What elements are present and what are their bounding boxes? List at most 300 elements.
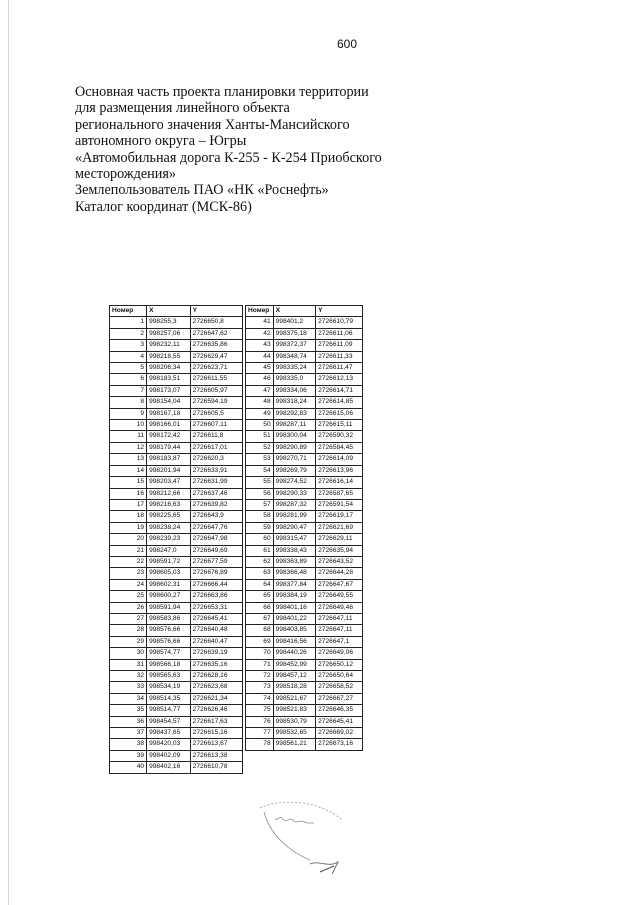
x-cell: 998183,51: [147, 374, 191, 385]
x-cell: 998566,18: [147, 659, 191, 670]
y-cell: 2726610,78: [190, 762, 242, 773]
table-row: [246, 579, 363, 590]
table-row: [110, 545, 243, 556]
number-cell: 50: [246, 420, 274, 431]
y-cell: 2726623,71: [190, 363, 242, 374]
table-row: [110, 397, 243, 408]
table-row: [110, 534, 243, 545]
y-cell: 2726628,16: [190, 671, 242, 682]
y-cell: 2726613,96: [316, 465, 363, 476]
y-cell: 2726605,5: [190, 408, 242, 419]
table-row: [110, 613, 243, 624]
y-cell: 2726645,41: [190, 613, 242, 624]
table-row: [246, 374, 363, 385]
y-cell: 2726647,76: [190, 522, 242, 533]
y-cell: 2726614,09: [316, 454, 363, 465]
x-cell: 998366,48: [273, 568, 316, 579]
number-cell: 44: [246, 351, 274, 362]
table-row: [246, 602, 363, 613]
x-cell: 998315,47: [273, 534, 316, 545]
x-cell: 998452,99: [273, 659, 316, 670]
y-cell: 2726611,09: [316, 340, 363, 351]
number-cell: 22: [110, 556, 147, 567]
x-cell: 998532,65: [273, 728, 316, 739]
number-cell: 7: [110, 385, 147, 396]
column-header-x: X: [273, 306, 316, 317]
table-row: [246, 499, 363, 510]
number-cell: 66: [246, 602, 274, 613]
x-cell: 998183,87: [147, 454, 191, 465]
table-row: [110, 693, 243, 704]
number-cell: 26: [110, 602, 147, 613]
y-cell: 2726619,17: [316, 511, 363, 522]
y-cell: 2726639,19: [190, 648, 242, 659]
header-line: регионального значения Ханты-Мансийского: [75, 116, 350, 133]
x-cell: 998216,63: [147, 499, 191, 510]
number-cell: 30: [110, 648, 147, 659]
number-cell: 67: [246, 613, 274, 624]
page-number: 600: [337, 37, 358, 51]
y-cell: 2726640,47: [190, 636, 242, 647]
number-cell: 42: [246, 328, 274, 339]
x-cell: 998257,06: [147, 328, 191, 339]
table-row: [246, 739, 363, 750]
table-row: [110, 328, 243, 339]
table-row: [110, 671, 243, 682]
x-cell: 998201,94: [147, 465, 191, 476]
y-cell: 2726629,47: [190, 351, 242, 362]
number-cell: 28: [110, 625, 147, 636]
number-cell: 9: [110, 408, 147, 419]
document-header: [75, 84, 395, 215]
x-cell: 998239,23: [147, 534, 191, 545]
x-cell: 998401,2: [273, 317, 316, 328]
y-cell: 2726647,67: [316, 579, 363, 590]
table-row: [110, 363, 243, 374]
number-cell: 37: [110, 728, 147, 739]
column-header-y: Y: [316, 306, 363, 317]
x-cell: 998274,52: [273, 477, 316, 488]
number-cell: 24: [110, 579, 147, 590]
table-row: [110, 317, 243, 328]
number-cell: 35: [110, 705, 147, 716]
table-row: [246, 454, 363, 465]
table-row: [110, 442, 243, 453]
table-row: [110, 408, 243, 419]
table-row: [246, 465, 363, 476]
x-cell: 998338,43: [273, 545, 316, 556]
number-cell: 59: [246, 522, 274, 533]
y-cell: 2726611,8: [190, 431, 242, 442]
y-cell: 2726647,1: [316, 636, 363, 647]
y-cell: 2726621,69: [316, 522, 363, 533]
x-cell: 998440,26: [273, 648, 316, 659]
y-cell: 2726584,45: [316, 442, 363, 453]
y-cell: 2726644,28: [316, 568, 363, 579]
table-row: [110, 420, 243, 431]
number-cell: 65: [246, 591, 274, 602]
signature-stamp: [250, 790, 380, 890]
table-row: [110, 385, 243, 396]
column-header-x: X: [147, 306, 191, 317]
table-row: [246, 682, 363, 693]
y-cell: 2726650,12: [316, 659, 363, 670]
table-row: [110, 728, 243, 739]
y-cell: 2726676,89: [190, 568, 242, 579]
y-cell: 2726649,46: [316, 602, 363, 613]
coordinate-table-left: [109, 305, 243, 774]
y-cell: 2726623,68: [190, 682, 242, 693]
table-row: [246, 705, 363, 716]
x-cell: 998290,47: [273, 522, 316, 533]
table-row: [110, 374, 243, 385]
coordinate-rows-left: [110, 317, 243, 773]
table-row: [110, 659, 243, 670]
table-row: [246, 420, 363, 431]
x-cell: 998402,16: [147, 762, 191, 773]
number-cell: 78: [246, 739, 274, 750]
column-header-y: Y: [190, 306, 242, 317]
number-cell: 73: [246, 682, 274, 693]
number-cell: 54: [246, 465, 274, 476]
x-cell: 998334,06: [273, 385, 316, 396]
table-row: [110, 340, 243, 351]
y-cell: 2726640,48: [190, 625, 242, 636]
header-line: «Автомобильная дорога К-255 - К-254 Приобского: [75, 149, 382, 166]
x-cell: 998514,77: [147, 705, 191, 716]
number-cell: 76: [246, 716, 274, 727]
header-line: Землепользователь ПАО «НК «Роснефть»: [75, 182, 329, 199]
number-cell: 51: [246, 431, 274, 442]
table-row: [246, 728, 363, 739]
y-cell: 2726635,16: [190, 659, 242, 670]
number-cell: 48: [246, 397, 274, 408]
x-cell: 998179,44: [147, 442, 191, 453]
x-cell: 998521,83: [273, 705, 316, 716]
x-cell: 998518,28: [273, 682, 316, 693]
number-cell: 64: [246, 579, 274, 590]
table-row: [246, 442, 363, 453]
table-row: [246, 534, 363, 545]
y-cell: 2726667,27: [316, 693, 363, 704]
y-cell: 2726614,85: [316, 397, 363, 408]
x-cell: 998167,18: [147, 408, 191, 419]
x-cell: 998225,65: [147, 511, 191, 522]
y-cell: 2726663,86: [190, 591, 242, 602]
x-cell: 998318,24: [273, 397, 316, 408]
x-cell: 998591,72: [147, 556, 191, 567]
number-cell: 40: [110, 762, 147, 773]
number-cell: 16: [110, 488, 147, 499]
x-cell: 998454,57: [147, 716, 191, 727]
header-line: автономного округа – Югры: [75, 133, 247, 150]
number-cell: 69: [246, 636, 274, 647]
x-cell: 998402,09: [147, 750, 191, 761]
number-cell: 6: [110, 374, 147, 385]
table-row: [246, 363, 363, 374]
y-cell: 2726633,91: [190, 465, 242, 476]
x-cell: 998457,12: [273, 671, 316, 682]
table-row: [246, 477, 363, 488]
number-cell: 2: [110, 328, 147, 339]
table-row: [246, 568, 363, 579]
x-cell: 998375,18: [273, 328, 316, 339]
number-cell: 29: [110, 636, 147, 647]
y-cell: 2726626,46: [190, 705, 242, 716]
table-row: [110, 602, 243, 613]
table-row: [246, 556, 363, 567]
x-cell: 998401,16: [273, 602, 316, 613]
number-cell: 61: [246, 545, 274, 556]
coordinate-rows-right: [246, 317, 363, 750]
y-cell: 2726611,55: [190, 374, 242, 385]
x-cell: 998565,63: [147, 671, 191, 682]
y-cell: 2726646,35: [316, 705, 363, 716]
table-row: [110, 579, 243, 590]
x-cell: 998206,34: [147, 363, 191, 374]
number-cell: 5: [110, 363, 147, 374]
table-row: [246, 545, 363, 556]
x-cell: 998377,84: [273, 579, 316, 590]
table-row: [246, 636, 363, 647]
table-row: [246, 328, 363, 339]
x-cell: 998521,67: [273, 693, 316, 704]
y-cell: 2726631,99: [190, 477, 242, 488]
number-cell: 49: [246, 408, 274, 419]
x-cell: 998287,32: [273, 499, 316, 510]
y-cell: 2726653,31: [190, 602, 242, 613]
table-row: [110, 705, 243, 716]
x-cell: 998270,71: [273, 454, 316, 465]
table-row: [246, 431, 363, 442]
number-cell: 75: [246, 705, 274, 716]
table-row: [246, 397, 363, 408]
number-cell: 71: [246, 659, 274, 670]
y-cell: 2726591,54: [316, 499, 363, 510]
number-cell: 77: [246, 728, 274, 739]
table-row: [110, 716, 243, 727]
y-cell: 2726650,8: [190, 317, 242, 328]
table-row: [110, 682, 243, 693]
x-cell: 998255,3: [147, 317, 191, 328]
x-cell: 998269,79: [273, 465, 316, 476]
number-cell: 34: [110, 693, 147, 704]
number-cell: 3: [110, 340, 147, 351]
x-cell: 998173,07: [147, 385, 191, 396]
number-cell: 46: [246, 374, 274, 385]
number-cell: 18: [110, 511, 147, 522]
x-cell: 998561,21: [273, 739, 316, 750]
x-cell: 998605,03: [147, 568, 191, 579]
number-cell: 58: [246, 511, 274, 522]
x-cell: 998372,37: [273, 340, 316, 351]
y-cell: 2726620,3: [190, 454, 242, 465]
y-cell: 2726643,52: [316, 556, 363, 567]
table-row: [110, 454, 243, 465]
y-cell: 2726635,86: [190, 340, 242, 351]
coordinate-table-right: [245, 305, 363, 751]
x-cell: 998416,56: [273, 636, 316, 647]
y-cell: 2726647,62: [190, 328, 242, 339]
table-row: [246, 693, 363, 704]
table-row: [246, 408, 363, 419]
number-cell: 52: [246, 442, 274, 453]
x-cell: 998514,35: [147, 693, 191, 704]
table-row: [110, 750, 243, 761]
table-row: [246, 671, 363, 682]
y-cell: 2726649,06: [316, 648, 363, 659]
y-cell: 2726615,16: [190, 728, 242, 739]
y-cell: 2726666,44: [190, 579, 242, 590]
table-row: [110, 568, 243, 579]
table-row: [246, 716, 363, 727]
y-cell: 2726612,13: [316, 374, 363, 385]
x-cell: 998166,01: [147, 420, 191, 431]
x-cell: 998232,11: [147, 340, 191, 351]
table-row: [246, 625, 363, 636]
table-row: [246, 659, 363, 670]
number-cell: 38: [110, 739, 147, 750]
table-row: [110, 636, 243, 647]
x-cell: 998348,74: [273, 351, 316, 362]
y-cell: 2726613,67: [190, 739, 242, 750]
y-cell: 2726617,63: [190, 716, 242, 727]
number-cell: 74: [246, 693, 274, 704]
x-cell: 998335,0: [273, 374, 316, 385]
table-row: [246, 317, 363, 328]
table-row: [110, 739, 243, 750]
y-cell: 2726611,47: [316, 363, 363, 374]
x-cell: 998534,19: [147, 682, 191, 693]
x-cell: 998576,66: [147, 625, 191, 636]
table-row: [246, 591, 363, 602]
table-row: [246, 351, 363, 362]
number-cell: 68: [246, 625, 274, 636]
number-cell: 23: [110, 568, 147, 579]
y-cell: 2726610,79: [316, 317, 363, 328]
number-cell: 39: [110, 750, 147, 761]
number-cell: 11: [110, 431, 147, 442]
number-cell: 32: [110, 671, 147, 682]
number-cell: 17: [110, 499, 147, 510]
x-cell: 998290,33: [273, 488, 316, 499]
y-cell: 2726647,98: [190, 534, 242, 545]
y-cell: 2726639,82: [190, 499, 242, 510]
number-cell: 43: [246, 340, 274, 351]
number-cell: 31: [110, 659, 147, 670]
table-row: [110, 431, 243, 442]
number-cell: 19: [110, 522, 147, 533]
number-cell: 72: [246, 671, 274, 682]
y-cell: 2726645,41: [316, 716, 363, 727]
table-row: [246, 385, 363, 396]
x-cell: 998300,04: [273, 431, 316, 442]
table-row: [110, 648, 243, 659]
x-cell: 998583,86: [147, 613, 191, 624]
number-cell: 20: [110, 534, 147, 545]
y-cell: 2726615,06: [316, 408, 363, 419]
number-cell: 13: [110, 454, 147, 465]
y-cell: 2726643,9: [190, 511, 242, 522]
y-cell: 2726587,65: [316, 488, 363, 499]
x-cell: 998363,89: [273, 556, 316, 567]
x-cell: 998574,77: [147, 648, 191, 659]
table-row: [246, 613, 363, 624]
number-cell: 25: [110, 591, 147, 602]
table-row: [110, 625, 243, 636]
table-row: [246, 340, 363, 351]
table-row: [110, 465, 243, 476]
table-row: [246, 648, 363, 659]
x-cell: 998530,79: [273, 716, 316, 727]
x-cell: 998591,94: [147, 602, 191, 613]
y-cell: 2726658,52: [316, 682, 363, 693]
y-cell: 2726613,38: [190, 750, 242, 761]
header-line: для размещения линейного объекта: [75, 100, 290, 117]
number-cell: 63: [246, 568, 274, 579]
y-cell: 2726637,46: [190, 488, 242, 499]
header-line: месторождения»: [75, 166, 176, 183]
x-cell: 998238,24: [147, 522, 191, 533]
number-cell: 57: [246, 499, 274, 510]
y-cell: 2726629,11: [316, 534, 363, 545]
column-header-number: Номер: [110, 306, 147, 317]
number-cell: 4: [110, 351, 147, 362]
number-cell: 36: [110, 716, 147, 727]
y-cell: 2726605,97: [190, 385, 242, 396]
x-cell: 998600,27: [147, 591, 191, 602]
table-row: [110, 591, 243, 602]
table-row: [246, 511, 363, 522]
y-cell: 2726669,02: [316, 728, 363, 739]
number-cell: 62: [246, 556, 274, 567]
number-cell: 8: [110, 397, 147, 408]
x-cell: 998576,66: [147, 636, 191, 647]
x-cell: 998218,55: [147, 351, 191, 362]
y-cell: 2726647,11: [316, 625, 363, 636]
table-row: [110, 762, 243, 773]
y-cell: 2726617,01: [190, 442, 242, 453]
number-cell: 55: [246, 477, 274, 488]
table-row: [110, 499, 243, 510]
y-cell: 2726614,71: [316, 385, 363, 396]
number-cell: 41: [246, 317, 274, 328]
y-cell: 2726590,32: [316, 431, 363, 442]
number-cell: 14: [110, 465, 147, 476]
table-row: [110, 511, 243, 522]
y-cell: 2726647,11: [316, 613, 363, 624]
table-row: [110, 351, 243, 362]
x-cell: 998420,03: [147, 739, 191, 750]
y-cell: 2726615,11: [316, 420, 363, 431]
y-cell: 2726607,11: [190, 420, 242, 431]
y-cell: 2726650,64: [316, 671, 363, 682]
number-cell: 70: [246, 648, 274, 659]
y-cell: 2726611,33: [316, 351, 363, 362]
y-cell: 2726611,06: [316, 328, 363, 339]
number-cell: 45: [246, 363, 274, 374]
column-header-number: Номер: [246, 306, 274, 317]
number-cell: 33: [110, 682, 147, 693]
y-cell: 2726677,59: [190, 556, 242, 567]
x-cell: 998172,42: [147, 431, 191, 442]
x-cell: 998335,24: [273, 363, 316, 374]
x-cell: 998292,83: [273, 408, 316, 419]
y-cell: 2726616,14: [316, 477, 363, 488]
number-cell: 53: [246, 454, 274, 465]
scan-edge: [8, 0, 9, 905]
x-cell: 998290,89: [273, 442, 316, 453]
